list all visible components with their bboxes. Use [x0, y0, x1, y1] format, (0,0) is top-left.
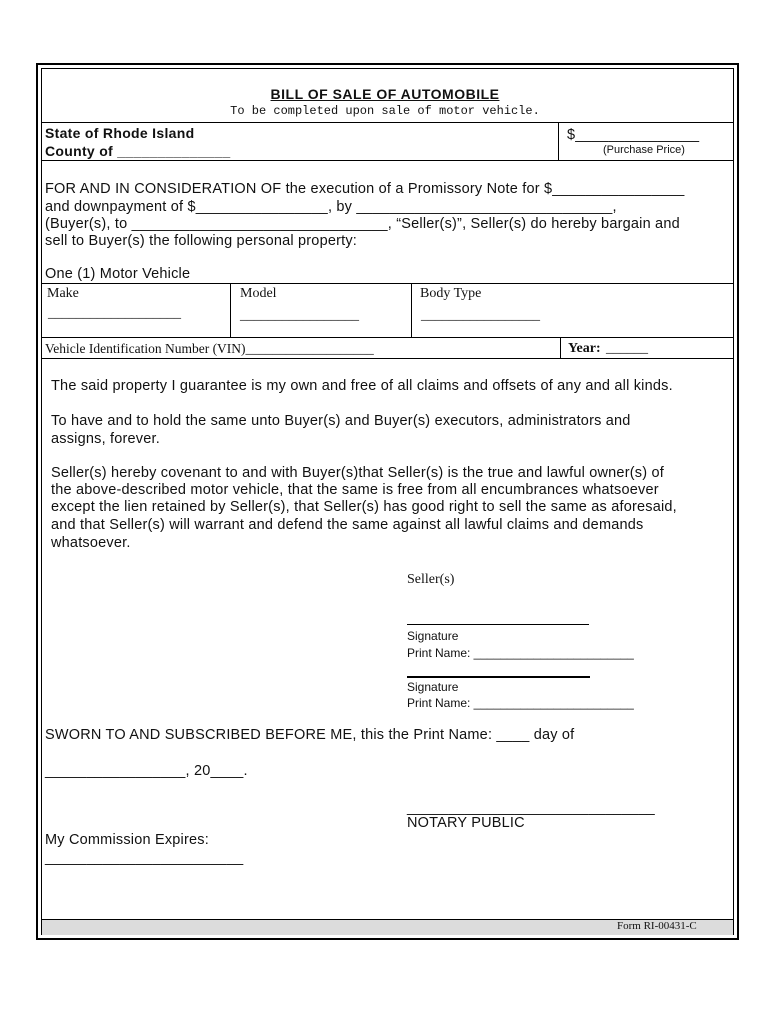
vehicle-table-mid-rule — [42, 337, 733, 338]
year-field[interactable]: ______ — [606, 341, 648, 356]
vin-field[interactable]: Vehicle Identification Number (VIN)___________________ — [45, 341, 374, 356]
covenant-line-3: except the lien retained by Seller(s), that Seller(s) has good right to sell the same as aforesaid, — [51, 499, 677, 515]
state-box-bottom-rule — [42, 160, 733, 161]
body-type-label: Body Type — [420, 286, 482, 301]
have-hold-line-2: assigns, forever. — [51, 431, 160, 447]
sellers-label: Seller(s) — [407, 572, 455, 587]
notary-public-label: NOTARY PUBLIC — [407, 815, 525, 831]
state-label: State of Rhode Island — [45, 125, 195, 141]
covenant-line-1: Seller(s) hereby covenant to and with Buyer(s)that Seller(s) is the true and lawful owner(s) of — [51, 465, 664, 481]
consideration-line-1: FOR AND IN CONSIDERATION OF the execution of a Promissory Note for $________________ — [45, 181, 685, 197]
notary-date-field[interactable]: _________________, 20____. — [45, 763, 248, 779]
notary-signature-line[interactable]: ______________________________ — [407, 800, 655, 816]
seller-signature-line-2[interactable] — [407, 676, 590, 678]
model-label: Model — [240, 286, 277, 301]
seller-print-name-2[interactable]: Print Name: ________________________ — [407, 696, 634, 710]
make-model-divider — [230, 283, 231, 337]
consideration-line-3: (Buyer(s), to _______________________________, “Seller(s)”, Seller(s) do hereby bargain and — [45, 216, 680, 232]
purchase-price-caption: (Purchase Price) — [603, 144, 685, 156]
make-field[interactable]: ___________________ — [48, 306, 181, 321]
have-hold-line-1: To have and to hold the same unto Buyer(s) and Buyer(s) executors, administrators and — [51, 413, 631, 429]
vehicle-table-bottom-rule — [42, 358, 733, 359]
state-box-top-rule — [42, 122, 733, 123]
make-label: Make — [47, 286, 79, 301]
guarantee-paragraph: The said property I guarantee is my own and free of all claims and offsets of any and all kinds. — [51, 378, 673, 394]
vin-year-divider — [560, 337, 561, 358]
model-body-divider — [411, 283, 412, 337]
price-box-divider — [558, 122, 559, 160]
body-type-field[interactable]: _________________ — [421, 308, 540, 323]
county-field[interactable]: County of ______________ — [45, 143, 231, 159]
seller-signature-label-2: Signature — [407, 680, 459, 694]
year-label: Year: — [568, 341, 601, 356]
commission-expires-label: My Commission Expires: — [45, 832, 209, 848]
vehicle-intro: One (1) Motor Vehicle — [45, 266, 191, 282]
covenant-line-2: the above-described motor vehicle, that the same is free from all encumbrances whatsoever — [51, 482, 659, 498]
form-number: Form RI-00431-C — [617, 920, 697, 932]
seller-signature-line-1[interactable] — [407, 624, 589, 625]
covenant-line-4: and that Seller(s) will warrant and defend the same against all lawful claims and demands — [51, 517, 644, 533]
commission-expires-field[interactable]: ________________________ — [45, 850, 244, 866]
seller-signature-label-1: Signature — [407, 629, 459, 643]
model-field[interactable]: _________________ — [240, 308, 359, 323]
seller-print-name-1[interactable]: Print Name: ________________________ — [407, 646, 634, 660]
vehicle-table-top-rule — [42, 283, 733, 284]
covenant-line-5: whatsoever. — [51, 535, 131, 551]
sworn-statement: SWORN TO AND SUBSCRIBED BEFORE ME, this the Print Name: ____ day of — [45, 727, 575, 743]
form-subtitle: To be completed upon sale of motor vehicle. — [230, 104, 540, 118]
consideration-line-2: and downpayment of $________________, by _______________________________, — [45, 199, 617, 215]
form-title: BILL OF SALE OF AUTOMOBILE — [270, 86, 500, 102]
purchase-price-field[interactable]: $_______________ — [567, 127, 700, 143]
consideration-line-4: sell to Buyer(s) the following personal property: — [45, 233, 358, 249]
